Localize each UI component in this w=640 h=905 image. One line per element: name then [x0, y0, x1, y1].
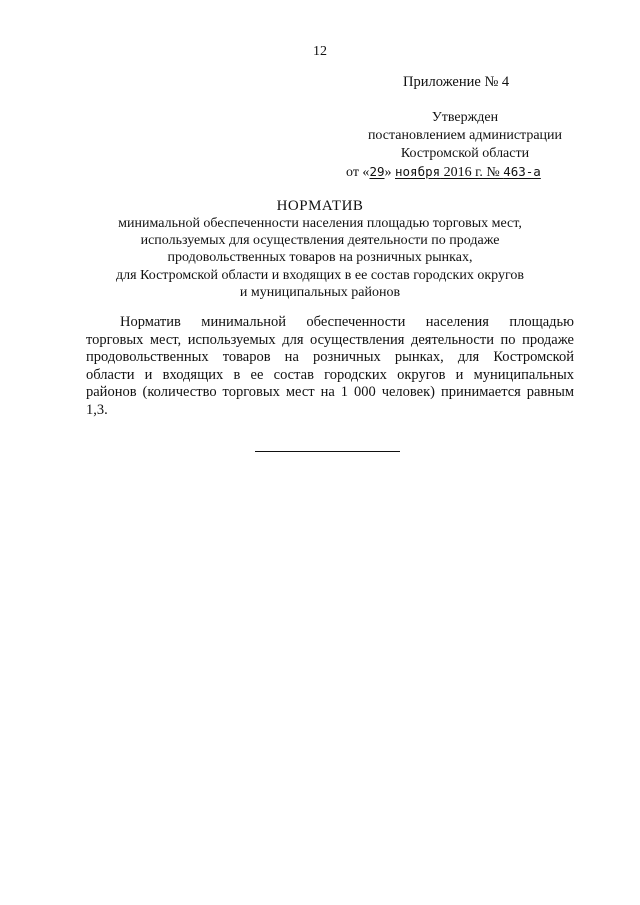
body-line: Норматив минимальной обеспеченности населения площадью [120, 314, 574, 330]
approval-line-3: Костромской области [400, 146, 530, 161]
date-prefix: от « [346, 165, 370, 180]
subtitle-line: продовольственных товаров на розничных рынках, [167, 250, 473, 266]
subtitle-line: используемых для осуществления деятельности по продаже [140, 233, 500, 249]
appendix-label: Приложение № 4 [403, 74, 510, 90]
date-day: 29 [369, 164, 385, 179]
document-subtitle [60, 215, 580, 301]
end-separator-line [255, 451, 400, 452]
body-line: торговых мест, используемых для осуществления деятельности по продаже [86, 331, 574, 348]
document-number: 463-а [503, 164, 541, 179]
date-separator: » [384, 165, 395, 180]
subtitle-line: и муниципальных районов [239, 284, 401, 300]
body-line: продовольственных товаров на розничных рынках, для Костромской [86, 349, 574, 366]
date-year: 2016 г. № [440, 165, 504, 180]
page-number: 12 [313, 44, 327, 59]
document-title: НОРМАТИВ [276, 198, 364, 214]
body-line: районов (количество торговых мест на 1 000 человек) принимается равным [86, 384, 574, 401]
body-paragraph [86, 314, 574, 420]
title-block [60, 197, 580, 301]
subtitle-line: для Костромской области и входящих в ее состав городских округов [116, 267, 524, 283]
approval-line-2: постановлением администрации [367, 128, 563, 143]
approval-date-line [336, 163, 594, 182]
subtitle-line: минимальной обеспеченности населения площадью торговых мест, [118, 216, 522, 231]
body-line: области и входящих в ее состав городских округов и муниципальных [86, 366, 574, 383]
date-month: ноября [395, 164, 441, 179]
approval-line-1: Утвержден [431, 110, 499, 125]
body-line: 1,3. [86, 401, 108, 418]
approval-block [336, 109, 594, 182]
